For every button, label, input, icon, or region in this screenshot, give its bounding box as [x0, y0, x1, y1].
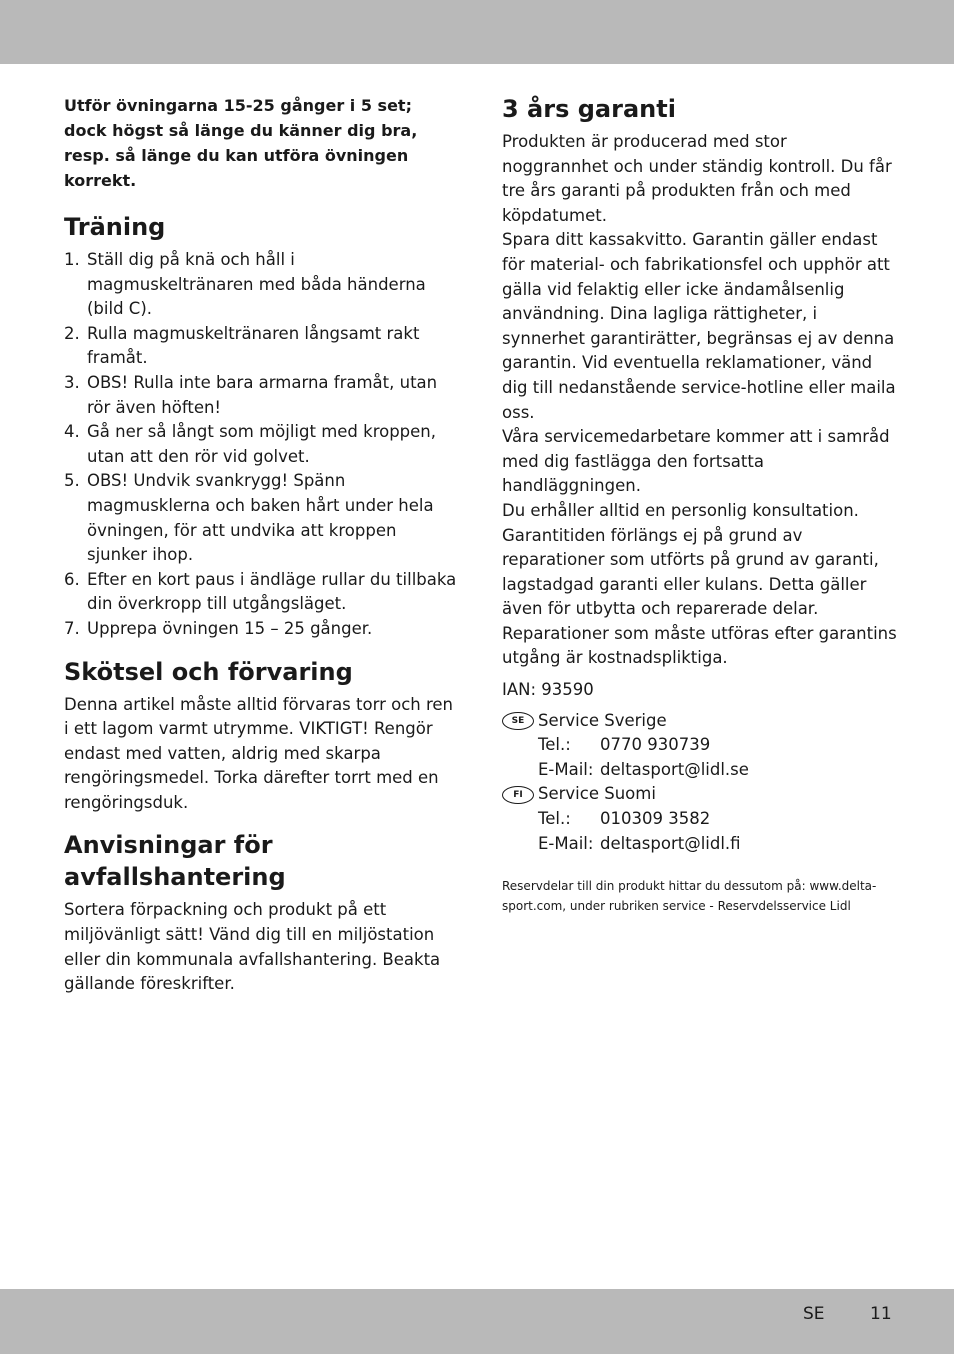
warranty-paragraph: Spara ditt kassakvitto. Garantin gäller endast för material- och fabrikationsfel och upphör att gälla vid felaktig eller icke ändamålsenlig användning. Dina lagliga rättigheter, i synnerhet garantirätter, begränsas ej av denna garantin. Vid eventuella reklamationer, vänd dig till nedanstående service-hotline eller maila oss. [502, 230, 896, 422]
service-phone: 0770 930739 [600, 735, 711, 755]
service-email: deltasport@lidl.fi [600, 833, 741, 853]
page-number: 11 [870, 1304, 892, 1324]
step-number: 1. [64, 250, 80, 269]
care-text: Denna artikel måste alltid förvaras torr och ren i ett lagom varmt utrymme. VIKTIGT! Rengör endast med vatten, aldrig med skarpa rengöringsmedel. Torka därefter torrt med en rengöringsduk. [64, 694, 454, 812]
step-text: Rulla magmuskeltränaren långsamt rakt framåt. [87, 323, 420, 368]
service-block-se [502, 709, 897, 783]
sweden-badge-icon: SE [502, 712, 534, 730]
step-number: 7. [64, 618, 80, 638]
warranty-paragraph: Du erhåller alltid en personlig konsultation. Garantitiden förlängs ej på grund av reparationer som utförts på grund av garanti, lagstadgad garanti eller kulans. Detta gäller även för utbytta och reparerade delar. Reparationer som måste utföras efter garantins utgång är kostnadspliktiga. [502, 500, 897, 668]
step-number: 5. [64, 471, 80, 491]
warranty-paragraph: Produkten är producerad med stor noggrannhet och under ständig kontroll. Du får tre års garanti på produkten från och med köpdatumet. [502, 132, 892, 225]
left-column [64, 93, 459, 997]
list-item [64, 617, 459, 642]
mail-label: E-Mail: [538, 833, 594, 853]
list-item [64, 420, 459, 469]
training-steps [64, 248, 459, 642]
footer-language: SE [803, 1304, 825, 1324]
list-item [64, 322, 459, 371]
step-text: OBS! Rulla inte bara armarna framåt, utan rör även höften! [87, 372, 438, 417]
step-number: 3. [64, 372, 80, 392]
intro-text: Utför övningarna 15-25 gånger i 5 set; dock högst så länge du känner dig bra, resp. så länge du kan utföra övningen korrekt. [64, 96, 418, 190]
finland-badge-icon: FI [502, 786, 534, 804]
list-item [64, 469, 459, 567]
step-text: Ställ dig på knä och håll i magmuskeltränaren med båda händerna (bild C). [87, 250, 426, 319]
list-item [64, 371, 459, 420]
service-phone: 010309 3582 [600, 809, 711, 829]
mail-label: E-Mail: [538, 759, 594, 779]
right-column [502, 93, 897, 916]
tel-label: Tel.: [538, 809, 571, 829]
list-item [64, 248, 459, 322]
step-text: OBS! Undvik svankrygg! Spänn magmusklerna och baken hårt under hela övningen, för att undvika att kroppen sjunker ihop. [87, 471, 434, 565]
ian-number: IAN: 93590 [502, 680, 594, 700]
warranty-title: 3 års garanti [502, 95, 676, 123]
step-text: Efter en kort paus i ändläge rullar du tillbaka din överkropp till utgångsläget. [87, 569, 457, 614]
disposal-text: Sortera förpackning och produkt på ett miljövänligt sätt! Vänd dig till en miljöstation eller din kommunala avfallshantering. Beakta gällande föreskrifter. [64, 900, 441, 994]
service-block-fi [502, 782, 897, 856]
header-bar [0, 0, 954, 64]
step-number: 6. [64, 569, 80, 589]
tel-label: Tel.: [538, 735, 571, 755]
training-title: Träning [64, 213, 166, 241]
step-number: 4. [64, 422, 80, 442]
service-name: Service Suomi [538, 784, 656, 804]
warranty-paragraph: Våra servicemedarbetare kommer att i samråd med dig fastlägga den fortsatta handläggningen. [502, 427, 890, 496]
care-title: Skötsel och förvaring [64, 657, 353, 686]
step-number: 2. [64, 323, 80, 343]
disposal-title: Anvisningar för avfallshantering [64, 831, 286, 892]
service-name: Service Sverige [538, 710, 667, 730]
step-text: Gå ner så långt som möjligt med kroppen, utan att den rör vid golvet. [87, 422, 437, 466]
service-email: deltasport@lidl.se [600, 759, 749, 779]
spare-parts-note: Reservdelar till din produkt hittar du dessutom på: www.delta-sport.com, under rubriken service - Reservdelsservice Lidl [502, 879, 877, 914]
step-text: Upprepa övningen 15 – 25 gånger. [87, 618, 373, 638]
list-item [64, 568, 459, 617]
